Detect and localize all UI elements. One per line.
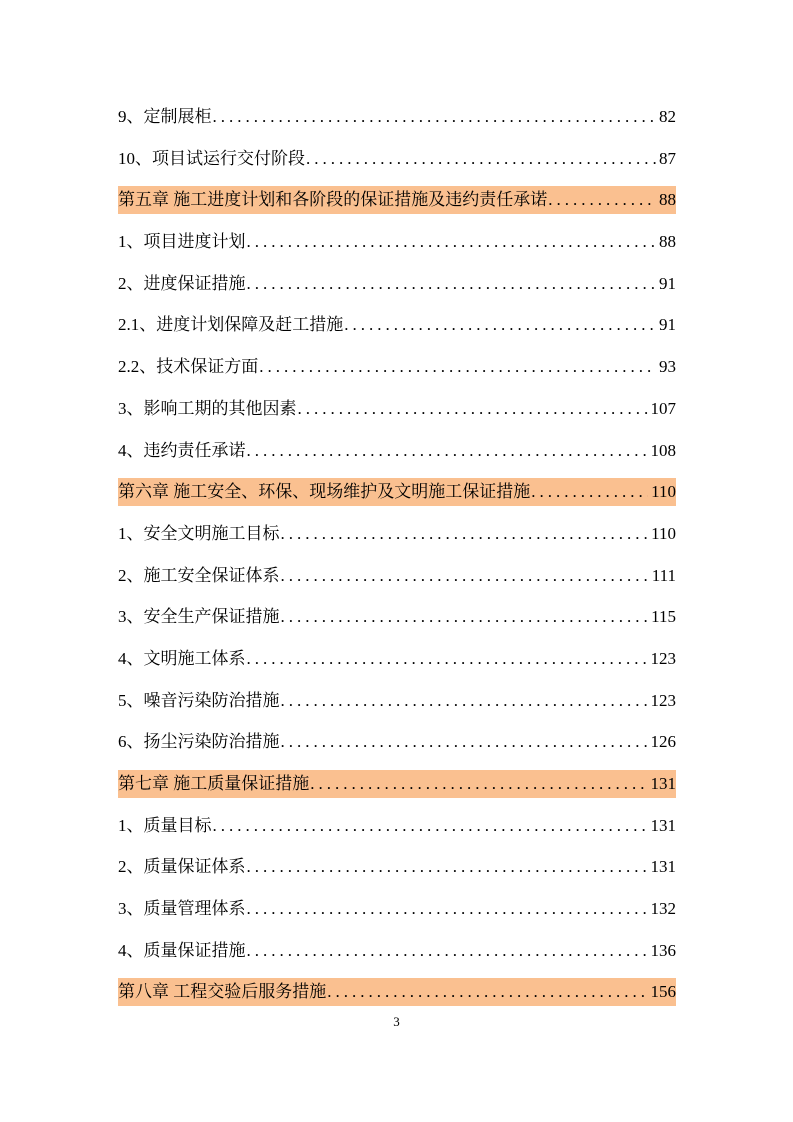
toc-entry-page: 82 xyxy=(659,107,676,126)
toc-entry-label: 3、安全生产保证措施 xyxy=(118,607,280,627)
toc-entry-page: 126 xyxy=(650,732,676,752)
toc-list xyxy=(118,103,676,1020)
toc-entry[interactable] xyxy=(118,520,676,548)
toc-leader-dots xyxy=(548,186,656,214)
toc-leader-dots xyxy=(213,812,648,840)
footer-page-number: 3 xyxy=(393,1014,400,1029)
toc-entry-label: 第八章 工程交验后服务措施 xyxy=(118,982,327,1002)
toc-leader-dots xyxy=(281,687,648,715)
toc-entry-label: 2、施工安全保证体系 xyxy=(118,565,280,585)
toc-leader-dots xyxy=(310,770,647,798)
toc-entry-page: 131 xyxy=(650,857,676,877)
toc-entry-page: 123 xyxy=(650,690,676,710)
toc-entry-page: 88 xyxy=(659,190,676,210)
toc-entry-label: 1、安全文明施工目标 xyxy=(118,523,280,543)
toc-entry-page: 88 xyxy=(659,232,676,252)
toc-entry-page: 123 xyxy=(650,648,676,668)
toc-entry[interactable] xyxy=(118,603,676,631)
toc-entry[interactable] xyxy=(118,228,676,256)
toc-entry[interactable] xyxy=(118,770,676,798)
toc-leader-dots xyxy=(281,603,649,631)
toc-entry-page: 110 xyxy=(651,523,676,543)
toc-entry-label: 1、项目进度计划 xyxy=(118,232,246,252)
toc-leader-dots xyxy=(531,478,648,506)
toc-entry[interactable] xyxy=(118,270,676,298)
toc-entry[interactable] xyxy=(118,812,676,840)
toc-entry[interactable] xyxy=(118,687,676,715)
toc-entry[interactable] xyxy=(118,728,676,756)
toc-leader-dots xyxy=(247,937,648,965)
toc-leader-dots xyxy=(213,103,657,131)
toc-entry[interactable] xyxy=(118,562,676,590)
toc-entry-page: 115 xyxy=(651,607,676,627)
toc-entry-page: 131 xyxy=(650,815,676,835)
toc-entry-label: 4、质量保证措施 xyxy=(118,940,246,960)
toc-entry-page: 110 xyxy=(651,482,676,502)
toc-leader-dots xyxy=(247,895,648,923)
toc-entry-page: 132 xyxy=(650,899,676,919)
toc-entry[interactable] xyxy=(118,353,676,381)
toc-leader-dots xyxy=(247,437,648,465)
toc-entry-page: 93 xyxy=(659,357,676,377)
toc-entry-page: 156 xyxy=(650,982,676,1002)
toc-leader-dots xyxy=(298,395,648,423)
toc-entry-page: 108 xyxy=(650,440,676,460)
toc-entry-page: 107 xyxy=(650,398,676,418)
toc-entry[interactable] xyxy=(118,853,676,881)
toc-entry-label: 5、噪音污染防治措施 xyxy=(118,690,280,710)
toc-leader-dots xyxy=(281,520,649,548)
toc-entry[interactable] xyxy=(118,478,676,506)
toc-entry-label: 3、影响工期的其他因素 xyxy=(118,398,297,418)
toc-entry[interactable] xyxy=(118,978,676,1006)
toc-entry[interactable] xyxy=(118,145,676,173)
toc-leader-dots xyxy=(247,853,648,881)
toc-entry-page: 91 xyxy=(659,273,676,293)
toc-leader-dots xyxy=(247,228,657,256)
toc-entry-page: 87 xyxy=(659,148,676,168)
toc-entry[interactable] xyxy=(118,103,676,131)
toc-entry-label: 第五章 施工进度计划和各阶段的保证措施及违约责任承诺 xyxy=(118,190,548,210)
toc-entry[interactable] xyxy=(118,437,676,465)
toc-entry-label: 4、文明施工体系 xyxy=(118,648,246,668)
toc-entry-label: 1、质量目标 xyxy=(118,815,212,835)
toc-entry-label: 2.1、进度计划保障及赶工措施 xyxy=(118,315,344,335)
toc-entry-label: 第七章 施工质量保证措施 xyxy=(118,774,310,793)
toc-leader-dots xyxy=(247,270,657,298)
toc-entry[interactable] xyxy=(118,186,676,214)
toc-entry-page: 136 xyxy=(650,940,676,960)
toc-entry-label: 3、质量管理体系 xyxy=(118,899,246,919)
toc-entry-page: 91 xyxy=(659,315,676,335)
toc-entry-page: 131 xyxy=(650,774,676,793)
toc-entry[interactable] xyxy=(118,645,676,673)
toc-entry-label: 2、质量保证体系 xyxy=(118,857,246,877)
toc-entry-label: 第六章 施工安全、环保、现场维护及文明施工保证措施 xyxy=(118,482,531,502)
toc-entry-label: 2、进度保证措施 xyxy=(118,273,246,293)
toc-entry-label: 10、项目试运行交付阶段 xyxy=(118,148,305,168)
toc-entry[interactable] xyxy=(118,311,676,339)
toc-leader-dots xyxy=(281,728,648,756)
toc-leader-dots xyxy=(306,145,656,173)
toc-entry-page: 111 xyxy=(651,565,676,585)
toc-entry-label: 2.2、技术保证方面 xyxy=(118,357,259,377)
toc-leader-dots xyxy=(327,978,647,1006)
toc-entry-label: 9、定制展柜 xyxy=(118,107,212,126)
toc-entry-label: 4、违约责任承诺 xyxy=(118,440,246,460)
toc-leader-dots xyxy=(247,645,648,673)
toc-leader-dots xyxy=(259,353,656,381)
toc-leader-dots xyxy=(281,562,649,590)
toc-entry-label: 6、扬尘污染防治措施 xyxy=(118,732,280,752)
toc-entry[interactable] xyxy=(118,937,676,965)
toc-entry[interactable] xyxy=(118,895,676,923)
toc-entry[interactable] xyxy=(118,395,676,423)
toc-leader-dots xyxy=(344,311,656,339)
